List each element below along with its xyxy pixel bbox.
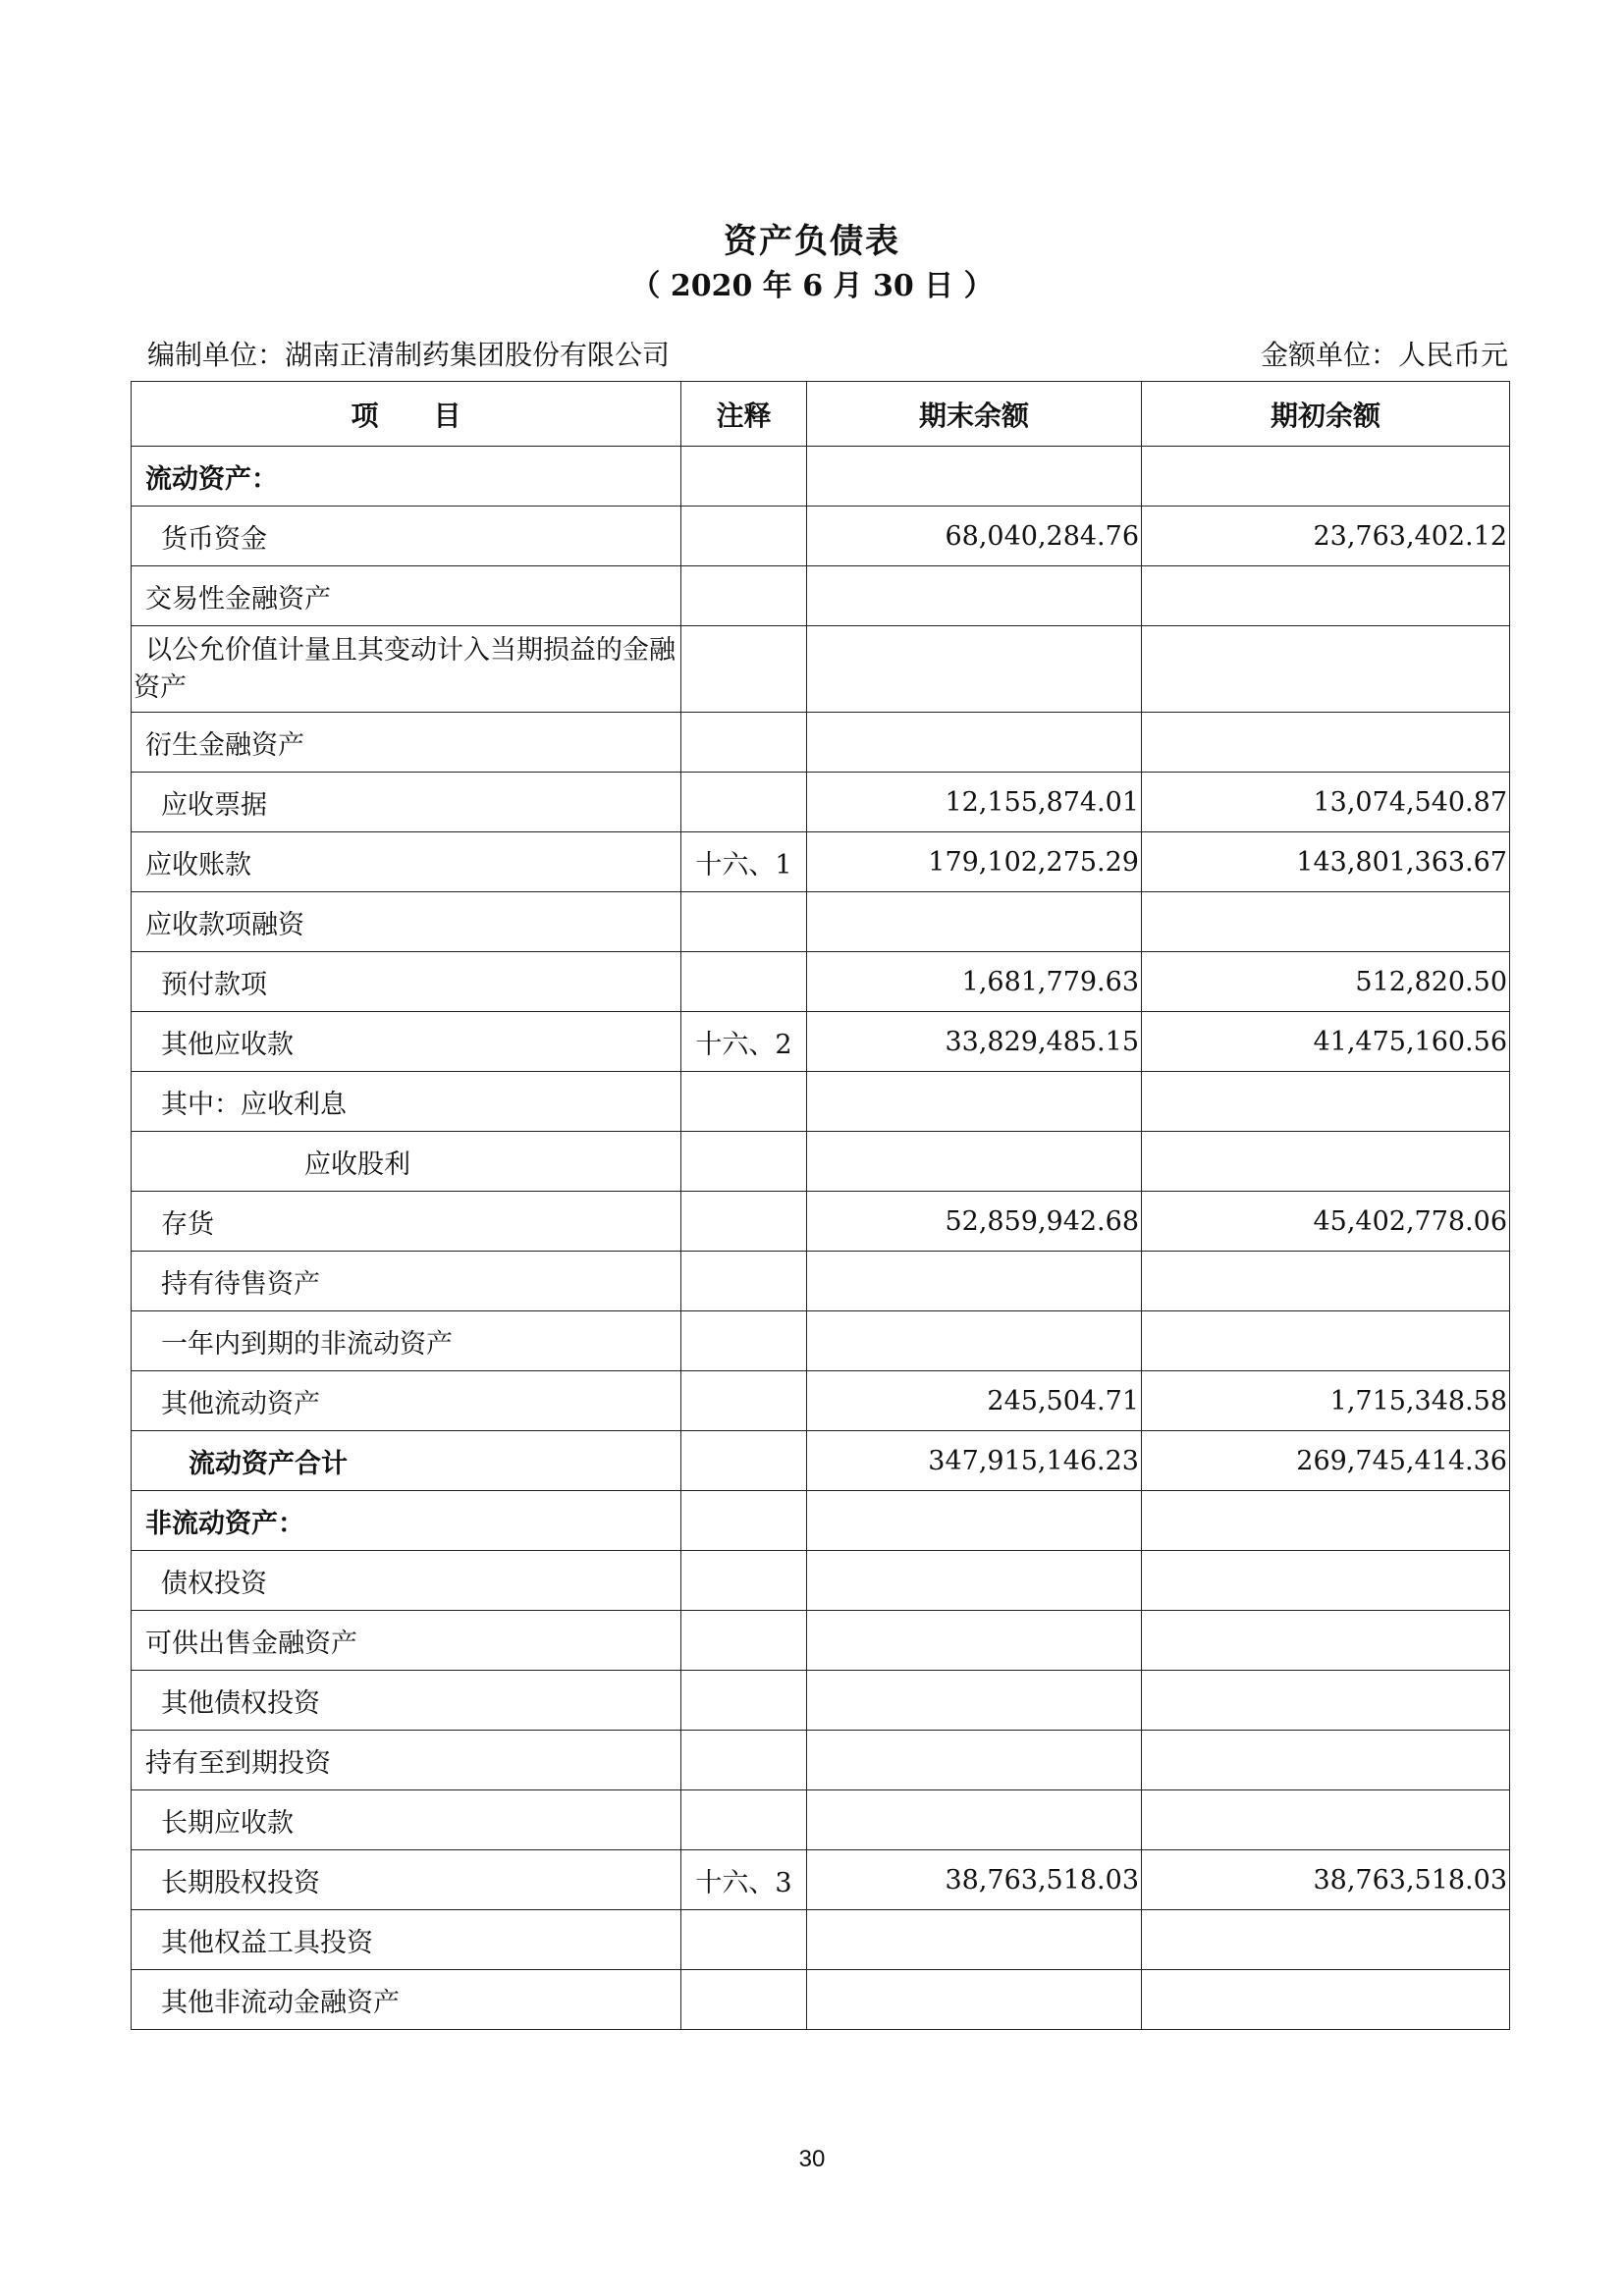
row-begin [1142,1132,1510,1192]
table-row [132,1850,1510,1910]
row-item: 其他流动资产 [132,1371,681,1431]
row-note [681,1551,807,1611]
row-note [681,1790,807,1850]
row-item: 货币资金 [132,507,681,566]
row-note [681,447,807,507]
row-end: 1,681,779.63 [807,952,1142,1012]
row-begin [1142,447,1510,507]
row-item: 其他权益工具投资 [132,1910,681,1970]
row-item: 预付款项 [132,952,681,1012]
row-note [681,1491,807,1551]
row-end: 68,040,284.76 [807,507,1142,566]
row-begin [1142,1491,1510,1551]
table-row [132,1132,1510,1192]
row-begin: 23,763,402.12 [1142,507,1510,566]
row-item: 其他债权投资 [132,1671,681,1731]
row-begin [1142,1252,1510,1311]
row-end [807,1970,1142,2030]
row-end [807,1132,1142,1192]
row-begin: 13,074,540.87 [1142,773,1510,832]
table-row [132,507,1510,566]
row-note [681,1671,807,1731]
row-end [807,1252,1142,1311]
row-begin [1142,1790,1510,1850]
row-note [681,1611,807,1671]
report-date: （ 2020 年 6 月 30 日 ） [630,269,994,303]
table-row [132,1311,1510,1371]
row-note [681,713,807,773]
currency-unit: 金额单位：人民币元 [1260,339,1508,371]
table-row [132,1910,1510,1970]
row-note [681,1192,807,1252]
row-note [681,507,807,566]
row-item: 持有待售资产 [132,1252,681,1311]
row-end [807,1311,1142,1371]
company-name: 编制单位：湖南正清制药集团股份有限公司 [147,339,671,371]
row-end: 347,915,146.23 [807,1431,1142,1491]
row-item: 存货 [132,1192,681,1252]
row-end [807,447,1142,507]
row-end [807,1611,1142,1671]
row-note: 十六、2 [681,1012,807,1072]
row-item: 交易性金融资产 [132,566,681,626]
row-end [807,1551,1142,1611]
row-item: 应收款项融资 [132,892,681,952]
table-row [132,1012,1510,1072]
document-title: 资产负债表 [724,222,900,261]
row-note [681,773,807,832]
row-item: 其他非流动金融资产 [132,1970,681,2030]
row-item: 流动资产合计 [132,1431,681,1491]
row-begin [1142,1551,1510,1611]
row-note [681,1731,807,1790]
table-row [132,1252,1510,1311]
row-note [681,1132,807,1192]
row-item: 其他应收款 [132,1012,681,1072]
row-end: 52,859,942.68 [807,1192,1142,1252]
row-note: 十六、3 [681,1850,807,1910]
row-item: 长期应收款 [132,1790,681,1850]
row-note: 十六、1 [681,832,807,892]
row-begin [1142,1072,1510,1132]
row-item: 应收票据 [132,773,681,832]
row-note [681,1252,807,1311]
balance-sheet-table [131,381,1510,2030]
header-note: 注释 [681,382,807,447]
table-row [132,1491,1510,1551]
table-row [132,1790,1510,1850]
row-item: 以公允价值计量且其变动计入当期损益的金融资产 [132,626,681,713]
row-item: 其中：应收利息 [132,1072,681,1132]
row-item: 可供出售金融资产 [132,1611,681,1671]
row-end [807,892,1142,952]
row-item: 应收股利 [132,1132,681,1192]
row-end [807,713,1142,773]
row-note [681,626,807,713]
row-end [807,1671,1142,1731]
row-end: 38,763,518.03 [807,1850,1142,1910]
table-row [132,892,1510,952]
row-begin [1142,892,1510,952]
row-begin: 143,801,363.67 [1142,832,1510,892]
row-end: 245,504.71 [807,1371,1142,1431]
row-item: 一年内到期的非流动资产 [132,1311,681,1371]
row-end [807,626,1142,713]
row-begin: 269,745,414.36 [1142,1431,1510,1491]
row-end [807,1910,1142,1970]
row-end: 33,829,485.15 [807,1012,1142,1072]
row-item: 非流动资产： [132,1491,681,1551]
row-item: 持有至到期投资 [132,1731,681,1790]
row-note [681,1970,807,2030]
row-begin [1142,1671,1510,1731]
table-row-subtotal [132,1431,1510,1491]
table-row [132,626,1510,713]
header-end-balance: 期末余额 [807,382,1142,447]
row-note [681,892,807,952]
row-note [681,1910,807,1970]
row-begin: 512,820.50 [1142,952,1510,1012]
row-begin: 1,715,348.58 [1142,1371,1510,1431]
row-end [807,1072,1142,1132]
table-row [132,1731,1510,1790]
table-row [132,447,1510,507]
row-begin [1142,713,1510,773]
row-end [807,1790,1142,1850]
table-row [132,1192,1510,1252]
table-row [132,1551,1510,1611]
row-begin [1142,1611,1510,1671]
row-note [681,566,807,626]
row-end: 12,155,874.01 [807,773,1142,832]
row-end [807,566,1142,626]
table-row [132,773,1510,832]
table-row [132,832,1510,892]
header-begin-balance: 期初余额 [1142,382,1510,447]
table-row [132,1611,1510,1671]
table-row [132,1970,1510,2030]
row-begin [1142,626,1510,713]
header-item: 项 目 [132,382,681,447]
row-note [681,1311,807,1371]
row-item: 长期股权投资 [132,1850,681,1910]
row-begin [1142,1731,1510,1790]
table-row [132,1371,1510,1431]
row-item: 债权投资 [132,1551,681,1611]
table-row [132,952,1510,1012]
table-row [132,713,1510,773]
row-note [681,1371,807,1431]
table-row [132,1072,1510,1132]
row-begin [1142,566,1510,626]
row-note [681,1072,807,1132]
row-begin [1142,1970,1510,2030]
row-item: 衍生金融资产 [132,713,681,773]
row-item: 流动资产： [132,447,681,507]
header-row [132,382,1510,447]
row-begin [1142,1311,1510,1371]
row-begin: 45,402,778.06 [1142,1192,1510,1252]
row-end: 179,102,275.29 [807,832,1142,892]
table-row [132,1671,1510,1731]
row-begin [1142,1910,1510,1970]
row-begin: 41,475,160.56 [1142,1012,1510,1072]
page-number: 30 [798,2146,826,2172]
row-end [807,1731,1142,1790]
row-begin: 38,763,518.03 [1142,1850,1510,1910]
row-item: 应收账款 [132,832,681,892]
row-note [681,952,807,1012]
row-note [681,1431,807,1491]
table-row [132,566,1510,626]
row-end [807,1491,1142,1551]
